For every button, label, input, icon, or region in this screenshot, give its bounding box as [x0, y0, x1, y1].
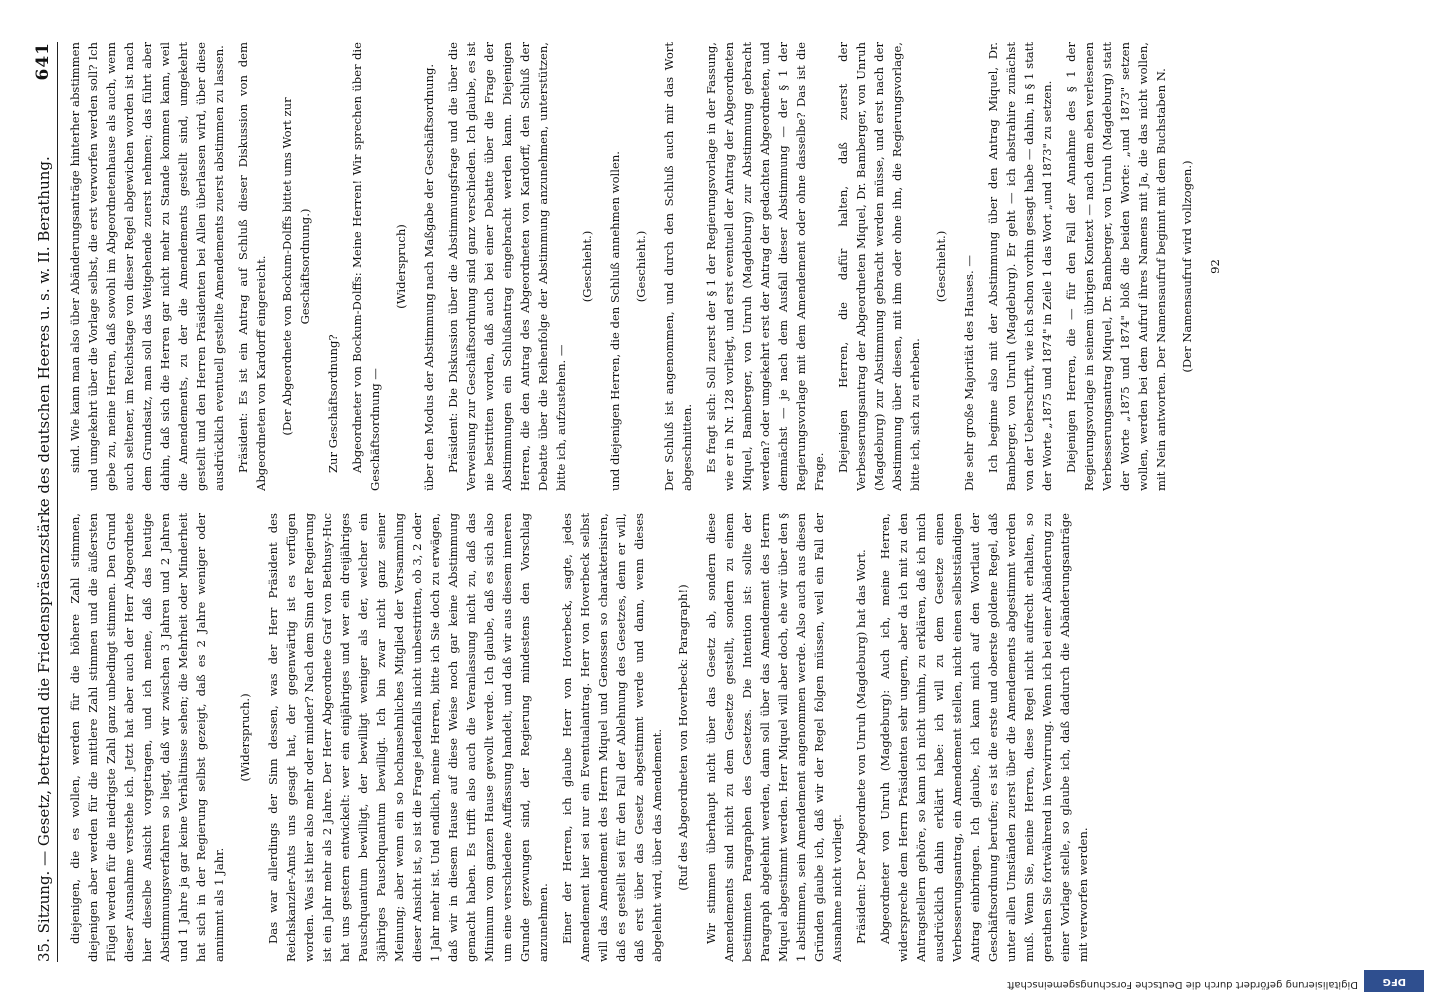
- paragraph: Präsident: Der Abgeordnete von Unruh (Magdeburg) hat das Wort.: [854, 549, 868, 944]
- interjection: (Der Namensaufruf wird vollzogen.): [1180, 160, 1194, 373]
- right-column: [66, 42, 1398, 491]
- left-column: [66, 513, 1398, 962]
- paragraph: Präsident: Es ist ein Antrag auf Schluß dieser Diskussion von dem Abgeordneten von Kardorff eingereicht.: [236, 42, 268, 491]
- interjection: (Der Abgeordnete von Bockum-Dolffs bittet ums Wort zur Geschäftsordnung.): [280, 97, 312, 436]
- paragraph: Abgeordneter von Unruh (Magdeburg): Auch ich, meine Herren, widerspreche dem Herrn Präsidenten sehr ungern, aber da ich mit zu den Antragstellern gehöre, so kann ich nicht umhin, zu erklären, daß ich mich ausdrücklich dahin erklärt habe: ich will zu dem Gesetze einen Verbesserungsantrag, ein Amendement stellen, nicht einen selbstständigen Antrag einbringen. Ich glaube, ich kann mich auf den Wortlaut der Geschäftsordnung berufen; es ist die erste und oberste goldene Regel, daß unter allen Umständen zuerst über die Amendements abgestimmt werden muß. Wenn Sie, meine Herren, diese Regel nicht aufrecht erhalten, so gerathen Sie fortwährend in Verwirrung. Wenn ich bei einer Abänderung zu einer Vorlage stelle, so glaube ich, daß dadurch die Abänderungsanträge mit verworfen werden.: [878, 513, 1090, 962]
- paragraph: Diejenigen Herren, die — für den Fall der Annahme des § 1 der Regierungsvorlage in seinem übrigen Kontext — nach dem eben verlesenen Verbesserungsantrag Miquel, Dr. Bamberger, von Unruh (Magdeburg) statt der Worte „1875 und 1874" bloß die beiden Worte: „und 1873" setzen wollen, werden bei dem Aufruf ihres Namens mit Ja, die das nicht wollen, mit Nein antworten. Der Namensaufruf beginnt mit dem Buchstaben N.: [1064, 42, 1168, 491]
- paragraph: Diejenigen Herren, die dafür halten, daß zuerst der Verbesserungsantrag der Abgeordneten Miquel, Dr. Bamberger, von Unruh (Magdeburg) zur Abstimmung gebracht werden müsse, und erst nach der Abstimmung über diesen, mit ihm oder ohne ihn, die Regierungsvorlage, bitte ich, sich zu erheben.: [836, 42, 922, 491]
- interjection: (Geschieht.): [634, 230, 648, 303]
- dfg-credit-text: Digitalisierung gefördert durch die Deutsche Forschungsgemeinschaft: [1007, 979, 1358, 990]
- paragraph: Der Schluß ist angenommen, und durch den Schluß auch mir das Wort abgeschnitten.: [662, 42, 694, 491]
- paragraph: über den Modus der Abstimmung nach Maßgabe der Geschäftsordnung.: [422, 63, 436, 491]
- paragraph: Das war allerdings der Sinn dessen, was der Herr Präsident des Reichskanzler-Amts uns gesagt hat, der gegenwärtig ist es verfügen worden. Was ist hier also mehr oder minder? Nach dem Sinn der Regierung ist ein Jahr mehr als 2 Jahre. Der Herr Abgeordnete Graf von Bethusy-Huc hat uns gestern entwickelt: wer ein einjähriges und wer ein dreijähriges Pauschquantum bewilligt, der bewilligt weniger als der, welcher ein 3jähriges Pauschquantum bewilligt. Ich bin zwar nicht ganz seiner Meinung; aber wenn ein so hochansehnliches Mitglied der Versammlung dieser Ansicht ist, so ist die Frage jedenfalls nicht unbestritten, ob 3, 2 oder 1 Jahr mehr ist. Und endlich, meine Herren, bitte ich Sie doch zu erwägen, daß wir in diesem Hause auf diese Weise noch gar keine Abstimmung gemacht haben. Es trifft also auch die Veranlassung nicht zu, daß das Minimum vom ganzen Hause gewollt werde. Ich glaube, daß es sich also um eine verschiedene Auffassung handelt, und daß wir aus diesem inneren Grunde gezwungen sind, der Regierung mindestens den Vorschlag anzunehmen.: [266, 513, 550, 962]
- paragraph: Wir stimmen überhaupt nicht über das Gesetz ab, sondern diese Amendements sind nicht zu dem Gesetze gestellt, sondern zu einem bestimmten Paragraphen des Gesetzes. Die Intention ist: sollte der Paragraph abgelehnt werden, dann soll über das Amendement des Herrn Miquel abgestimmt werden. Herr Miquel will aber doch, ehe wir über den § 1 abstimmen, sein Amendement angenommen werde. Also auch aus diesen Gründen glaube ich, daß wir der Regel folgen müssen, weil ein Fall der Ausnahme nicht vorliegt.: [704, 513, 844, 962]
- dfg-logo-badge: DFG: [1364, 970, 1424, 992]
- text-columns: [66, 42, 1398, 962]
- paragraph: Die sehr große Majorität des Hauses. —: [962, 255, 976, 491]
- page-number: 641: [33, 42, 53, 81]
- interjection: (Widerspruch.): [238, 693, 252, 782]
- paragraph: Abgeordneter von Bockum-Dolffs: Meine Herren! Wir sprechen über die Geschäftsordnung —: [350, 42, 382, 491]
- header-title: 35. Sitzung. — Gesetz, betreffend die Friedenspräsenzstärke des deutschen Heeres u. s. w. II. Berathung.: [35, 156, 53, 962]
- paragraph: Es fragt sich: Soll zuerst der § 1 der Regierungsvorlage in der Fassung, wie er in Nr. 128 vorliegt, und erst eventuell der Antrag der Abgeordneten Miquel, Bamberger, von Unruh (Magdeburg) zur Abstimmung gebracht werden? oder umgekehrt erst der Antrag der gedachten Abgeordneten, und demnächst — je nach dem Ausfall dieser Abstimmung — der § 1 der Regierungsvorlage mit dem Amendement oder ohne dasselbe? Das ist die Frage.: [704, 42, 826, 491]
- paragraph: und diejenigen Herren, die den Schluß annehmen wollen.: [608, 151, 622, 491]
- dfg-sidebar: [8, 966, 1424, 992]
- interjection: (Geschieht.): [934, 230, 948, 303]
- interjection: (Geschieht.): [580, 230, 594, 303]
- paragraph: Ich beginne also mit der Abstimmung über den Antrag Miquel, Dr. Bamberger, von Unruh (Magdeburg). Er geht — ich abstrahire zunächst von der Ueberschrift, wie ich schon vorhin gesagt habe — dahin, in § 1 statt der Worte „1875 und 1874" in Zeile 1 das Wort „und 1873" zu setzen.: [986, 42, 1054, 491]
- interjection: (Widerspruch): [394, 224, 408, 309]
- signature-mark: 92: [1208, 259, 1222, 274]
- paragraph: Präsident: Die Diskussion über die Abstimmungsfrage und die über die Verweisung zur Geschäftsordnung sind ganz verschieden. Ich glaube, es ist nie bestritten worden, daß auch bei einer Debatte über die Frage der Abstimmungen ein Schlußantrag eingebracht werden kann. Diejenigen Herren, die den Antrag des Abgeordneten von Kardorff, den Schluß der Debatte über die Reihenfolge der Abstimmung anzunehmen, unterstützen, bitte ich, aufzustehen. —: [446, 42, 568, 491]
- paragraph: Zur Geschäftsordnung?: [326, 334, 340, 473]
- paragraph: diejenigen, die es wollen, werden für die höhere Zahl stimmen, diejenigen aber werden für die mittlere Zahl stimmen und die äußersten Flügel werden für die niedrigste Zahl ganz unbedingt stimmen. Den Grund dieser Ausnahme verstehe ich. Jetzt hat aber auch der Herr Abgeordnete hier dieselbe Ansicht vorgetragen, und ich meine, daß das heutige Abstimmungsverfahren so liegt, daß wir zwischen 3 Jahren und 2 Jahren und 1 Jahre ja gar keine Verhältnisse sehen; die Mehrheit oder Minderheit hat sich in der Regierung selbst gezeigt, daß es 2 Jahre weniger oder annimmt als 1 Jahr.: [68, 513, 226, 962]
- scanned-page: [18, 42, 1398, 962]
- paragraph: sind. Wie kann man also über Abänderungsanträge hinterher abstimmen und umgekehrt über die Vorlage selbst, die erst verworfen werden soll? Ich gebe zu, meine Herren, daß sowohl im Abgeordnetenhause als auch, wenn auch seltener, im Reichstage von dieser Regel abgewichen worden ist nach dem Grundsatz, man soll das Weitgehende zuerst nehmen; das führt aber dahin, daß sich die Herren gar nicht mehr zu Stande kommen kann, weil die Amendements, zu der die Amendements gestellt sind, umgekehrt gestellt und den Herren Präsidenten bei Allen überlassen wird, über diese ausdrücklich eventuell gestellte Amendements zuerst abstimmen zu lassen.: [68, 42, 226, 491]
- running-header: [18, 42, 58, 962]
- interjection: (Ruf des Abgeordneten von Hoverbeck: Paragraph!): [676, 584, 690, 891]
- paragraph: Einer der Herren, ich glaube Herr von Hoverbeck, sagte, jedes Amendement hier sei nur ein Eventualantrag. Herr von Hoverbeck selbst will das Amendement des Herrn Miquel und Genossen so charakterisiren, daß es gestellt sei für den Fall der Ablehnung des Gesetzes, denn er will, daß erst über das Gesetz abgestimmt werde und dann, wenn dieses abgelehnt wird, über das Amendement.: [560, 513, 664, 962]
